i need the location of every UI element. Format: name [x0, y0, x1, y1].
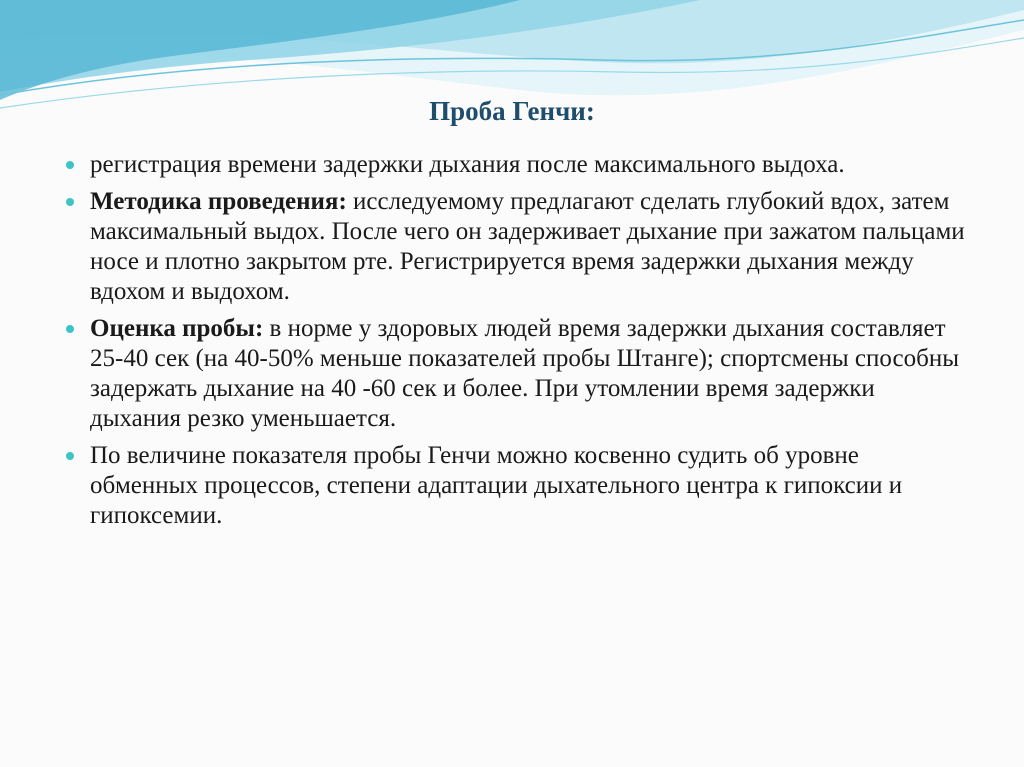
bullet-lead: Оценка пробы:	[90, 315, 264, 342]
bullet-text: исследуемому предлагают сделать глубокий вдох, затем максимальный выдох. После чего он задерживает дыхание при зажатом пальцами носе и плотно закрытом рте. Регистрируется время задержки дыхания между вдохом и выдохом.	[90, 188, 965, 305]
bullet-text: в норме у здоровых людей время задержки дыхания составляет 25-40 сек (на 40-50% меньше показателей пробы Штанге); спортсмены способны задержать дыхание на 40 -60 сек и более. При утомлении время задержки дыхания резко уменьшается.	[90, 315, 960, 432]
bullet-item	[66, 187, 966, 307]
bullet-text: регистрация времени задержки дыхания после максимального выдоха.	[90, 151, 845, 178]
bullet-dot-icon	[66, 198, 74, 206]
slide-content	[66, 150, 966, 538]
bullet-dot-icon	[66, 161, 74, 169]
bullet-text: По величине показателя пробы Генчи можно косвенно судить об уровне обменных процессов, степени адаптации дыхательного центра к гипоксии и гипоксемии.	[90, 442, 903, 529]
bullet-dot-icon	[66, 452, 74, 460]
bullet-item	[66, 314, 966, 434]
slide-title: Проба Генчи:	[429, 96, 595, 126]
bullet-dot-icon	[66, 325, 74, 333]
bullet-lead: Методика проведения:	[90, 188, 347, 215]
bullet-item	[66, 150, 966, 180]
bullet-list	[66, 150, 966, 531]
bullet-item	[66, 441, 966, 531]
